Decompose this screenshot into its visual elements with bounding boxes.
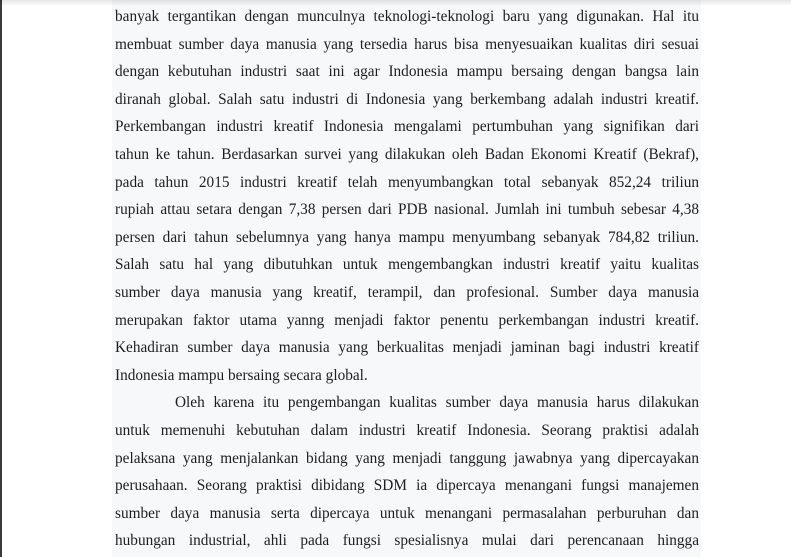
text-line: banyak tergantikan dengan munculnya teknologi-teknologi baru yang digunakan. Hal itu	[115, 8, 699, 25]
text-line: dengan kebutuhan industri saat ini agar Indonesia mampu bersaing dengan bangsa lain	[115, 63, 699, 81]
text-line: membuat sumber daya manusia yang tersedia harus bisa menyesuaikan kualitas diri sesuai	[115, 35, 699, 53]
paragraph-1	[115, 3, 699, 389]
text-line: sumber daya manusia yang kreatif, terampil, dan profesional. Sumber daya manusia	[115, 283, 699, 301]
text-line: Perkembangan industri kreatif Indonesia mengalami pertumbuhan yang signifikan dari	[115, 118, 699, 136]
window-left-border	[0, 0, 2, 557]
text-line: diranah global. Salah satu industri di Indonesia yang berkembang adalah industri kreatif.	[115, 90, 699, 108]
text-line: rupiah attau setara dengan 7,38 persen dari PDB nasional. Jumlah ini tumbuh sebesar 4,38	[115, 201, 699, 219]
document-body	[115, 3, 699, 555]
text-line: Indonesia mampu bersaing secara global.	[115, 366, 368, 384]
text-line: merupakan faktor utama yanng menjadi faktor penentu perkembangan industri kreatif.	[115, 311, 699, 329]
text-line: sumber daya manusia serta dipercaya untuk menangani permasalahan perburuhan dan	[115, 504, 699, 522]
text-line: Salah satu hal yang dibutuhkan untuk mengembangkan industri kreatif yaitu kualitas	[115, 256, 699, 274]
text-line: hubungan industrial, ahli pada fungsi spesialisnya mulai dari perencanaan hingga	[115, 532, 699, 550]
text-line: tahun ke tahun. Berdasarkan survei yang dilakukan oleh Badan Ekonomi Kreatif (Bekraf),	[115, 145, 699, 163]
text-line: Kehadiran sumber daya manusia yang berkualitas menjadi jaminan bagi industri kreatif	[115, 339, 699, 357]
text-line: persen dari tahun sebelumnya yang hanya mampu menyumbang sebanyak 784,82 triliun.	[115, 228, 699, 246]
text-line: untuk memenuhi kebutuhan dalam industri kreatif Indonesia. Seorang praktisi adalah	[115, 421, 699, 439]
text-line: pelaksana yang menjalankan bidang yang menjadi tanggung jawabnya yang dipercayakan	[115, 449, 699, 467]
text-line: Oleh karena itu pengembangan kualitas sumber daya manusia harus dilakukan	[175, 394, 699, 412]
text-line: pada tahun 2015 industri kreatif telah menyumbangkan total sebanyak 852,24 triliun	[115, 173, 699, 191]
paragraph-2	[115, 389, 699, 555]
text-line: perusahaan. Seorang praktisi dibidang SDM ia dipercaya menangani fungsi manajemen	[115, 477, 699, 495]
toolbar-shadow	[0, 0, 791, 6]
